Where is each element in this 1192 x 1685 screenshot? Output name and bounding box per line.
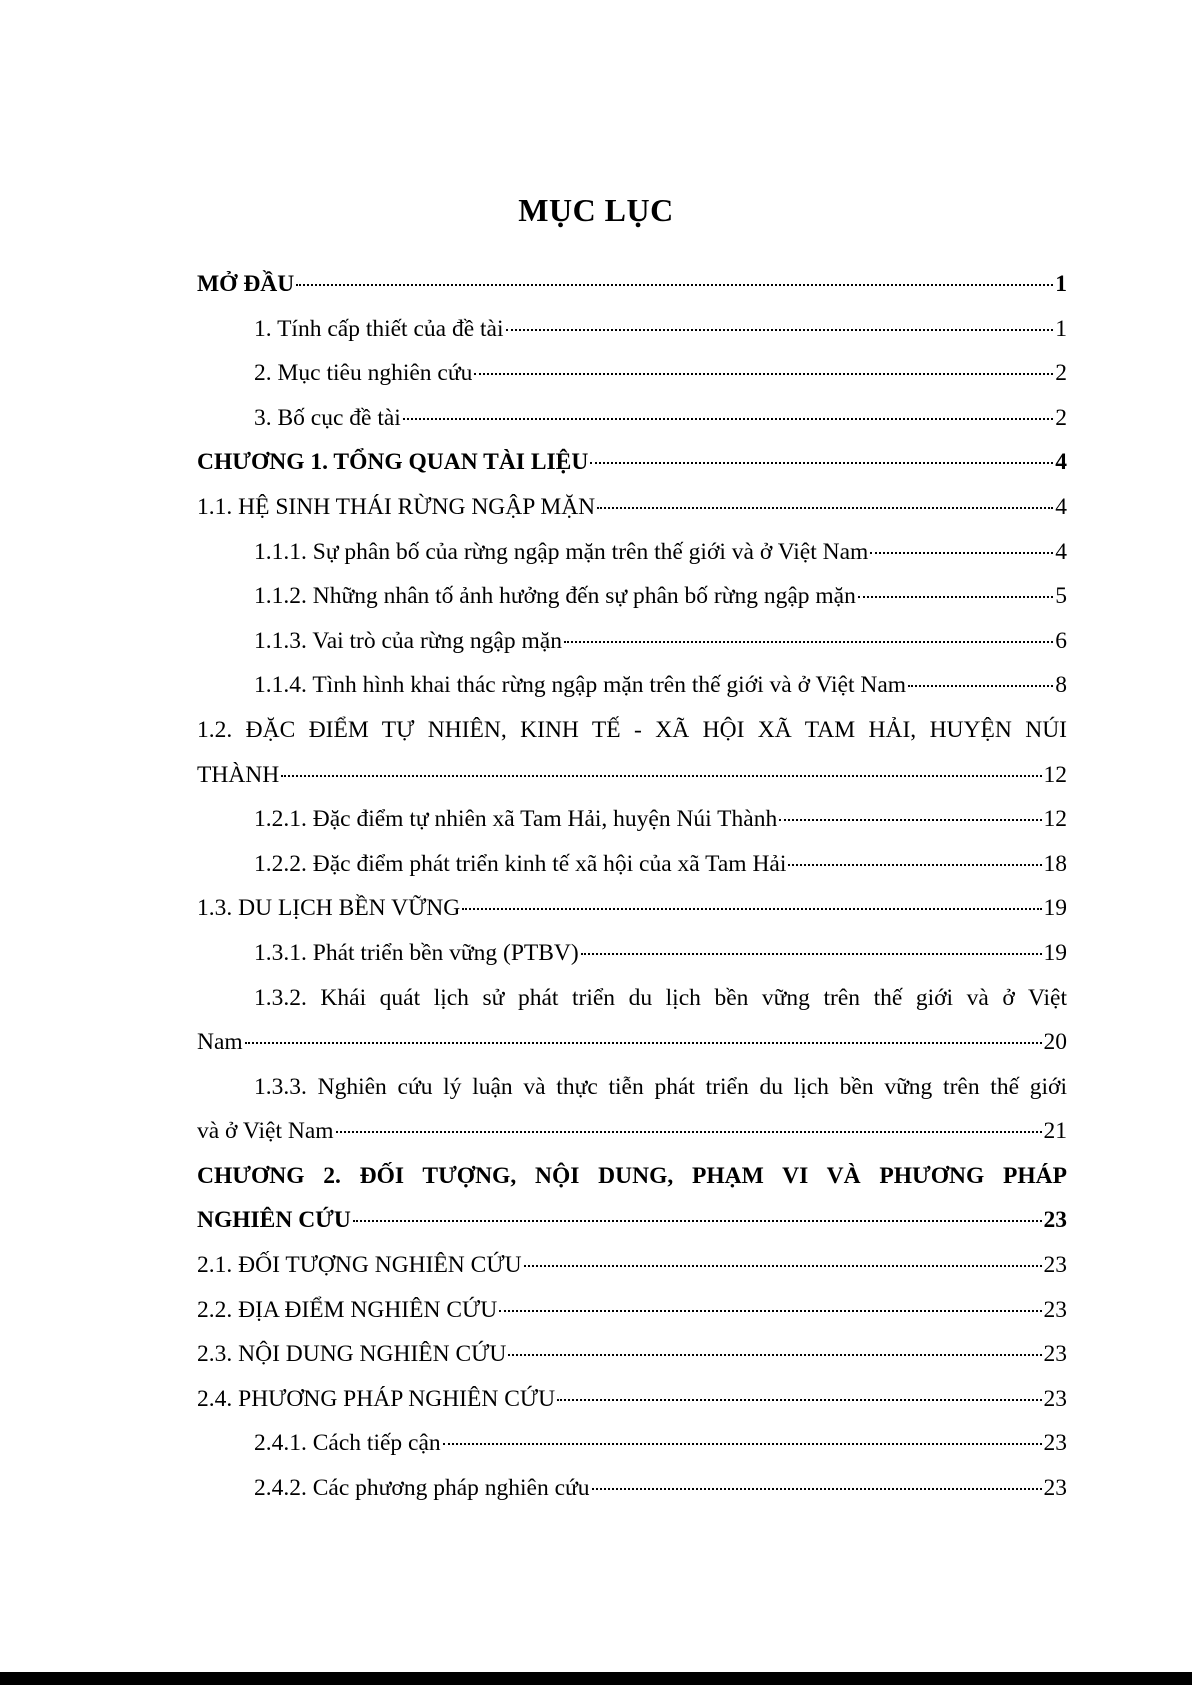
toc-entry[interactable] <box>197 1466 1067 1511</box>
dot-leader <box>597 507 1053 509</box>
toc-entry-page-number: 23 <box>1043 1252 1067 1279</box>
toc-entry-label: 1.2.2. Đặc điểm phát triển kinh tế xã hội của xã Tam Hải <box>254 850 787 877</box>
toc-entry-page-number: 4 <box>1055 493 1067 520</box>
toc-entry[interactable] <box>197 708 1067 753</box>
toc-entry[interactable] <box>197 1288 1067 1333</box>
toc-entry-page-number: 23 <box>1043 1207 1067 1234</box>
toc-entry-page-number: 4 <box>1055 449 1067 476</box>
dot-leader <box>508 1354 1041 1356</box>
toc-entry-label: MỞ ĐẦU <box>197 271 295 297</box>
dot-leader <box>908 685 1053 687</box>
toc-entry-label: 2.4. PHƯƠNG PHÁP NGHIÊN CỨU <box>197 1385 556 1412</box>
toc-entry-label: 1.3. DU LỊCH BỀN VỮNG <box>197 895 461 922</box>
dot-leader <box>788 864 1041 866</box>
dot-leader <box>499 1310 1041 1312</box>
toc-entry-label: 3. Bố cục đề tài <box>254 404 401 431</box>
toc-entry-label: 1.2. ĐẶC ĐIỂM TỰ NHIÊN, KINH TẾ - XÃ HỘI XÃ TAM HẢI, HUYỆN NÚI <box>197 716 1067 743</box>
toc-entry-page-number: 2 <box>1055 360 1067 387</box>
toc-entry-label: CHƯƠNG 1. TỔNG QUAN TÀI LIỆU <box>197 449 589 476</box>
toc-entry[interactable] <box>197 1065 1067 1110</box>
toc-entry-page-number: 5 <box>1055 583 1067 610</box>
toc-entry-label: CHƯƠNG 2. ĐỐI TƯỢNG, NỘI DUNG, PHẠM VI VÀ PHƯƠNG PHÁP <box>197 1162 1067 1189</box>
dot-leader <box>462 908 1041 910</box>
toc-entry[interactable] <box>197 663 1067 708</box>
toc-entry[interactable] <box>197 797 1067 842</box>
toc-entry-page-number: 20 <box>1043 1029 1067 1056</box>
toc-entry-page-number: 21 <box>1043 1118 1067 1145</box>
toc-entry[interactable] <box>197 262 1067 307</box>
toc-entry-label: 1.3.1. Phát triển bền vững (PTBV) <box>254 939 579 966</box>
toc-entry-page-number: 23 <box>1043 1385 1067 1412</box>
toc-entry[interactable] <box>197 1020 1067 1065</box>
dot-leader <box>474 373 1053 375</box>
toc-entry[interactable] <box>197 931 1067 976</box>
toc-entry-label: 1.2.1. Đặc điểm tự nhiên xã Tam Hải, huyện Núi Thành <box>254 806 778 833</box>
toc-entry[interactable] <box>197 574 1067 619</box>
toc-entry-label: 1.1.2. Những nhân tố ảnh hưởng đến sự phân bố rừng ngập mặn <box>254 583 856 610</box>
toc-entry-label: 2. Mục tiêu nghiên cứu <box>254 360 473 387</box>
dot-leader <box>353 1220 1042 1222</box>
toc-entry[interactable] <box>197 1377 1067 1422</box>
toc-entry-label: và ở Việt Nam <box>197 1118 334 1145</box>
toc-title: MỤC LỤC <box>518 192 674 228</box>
dot-leader <box>590 462 1053 464</box>
toc-entry[interactable] <box>197 886 1067 931</box>
dot-leader <box>506 329 1054 331</box>
dot-leader <box>870 552 1053 554</box>
dot-leader <box>524 1265 1042 1267</box>
toc-entry-label: THÀNH <box>197 761 280 788</box>
toc-entry-label: 2.3. NỘI DUNG NGHIÊN CỨU <box>197 1341 507 1368</box>
toc-entry[interactable] <box>197 351 1067 396</box>
toc-entry-page-number: 1 <box>1055 271 1067 297</box>
toc-entry[interactable] <box>197 440 1067 485</box>
toc-entry[interactable] <box>197 1109 1067 1154</box>
toc-entry[interactable] <box>197 753 1067 798</box>
dot-leader <box>592 1488 1042 1490</box>
toc-entry[interactable] <box>197 842 1067 887</box>
toc-entry-label: NGHIÊN CỨU <box>197 1207 351 1234</box>
toc-entry[interactable] <box>197 1243 1067 1288</box>
toc-entry-label: Nam <box>197 1029 243 1056</box>
toc-entry[interactable] <box>197 1154 1067 1199</box>
dot-leader <box>564 641 1053 643</box>
toc-entry-label: 2.2. ĐỊA ĐIỂM NGHIÊN CỨU <box>197 1296 498 1323</box>
toc-entry[interactable] <box>197 976 1067 1021</box>
dot-leader <box>245 1042 1042 1044</box>
dot-leader <box>557 1399 1041 1401</box>
toc-entry-page-number: 12 <box>1043 806 1067 833</box>
bottom-border <box>0 1672 1192 1685</box>
toc-entry-page-number: 4 <box>1055 538 1067 565</box>
toc-entry-label: 1.1. HỆ SINH THÁI RỪNG NGẬP MẶN <box>197 493 596 520</box>
dot-leader <box>403 418 1053 420</box>
toc-entry-page-number: 18 <box>1043 850 1067 877</box>
toc-entry-page-number: 19 <box>1043 895 1067 922</box>
dot-leader <box>443 1443 1042 1445</box>
toc-entry[interactable] <box>197 1421 1067 1466</box>
dot-leader <box>281 775 1041 777</box>
toc-entry-label: 1.1.4. Tình hình khai thác rừng ngập mặn trên thế giới và ở Việt Nam <box>254 672 907 699</box>
toc-entry-page-number: 19 <box>1043 939 1067 966</box>
dot-leader <box>581 953 1042 955</box>
toc-entry-label: 1.1.3. Vai trò của rừng ngập mặn <box>254 627 562 654</box>
toc-entry-page-number: 23 <box>1043 1341 1067 1368</box>
toc-entry[interactable] <box>197 1332 1067 1377</box>
toc-entry[interactable] <box>197 485 1067 530</box>
toc-entry[interactable] <box>197 619 1067 664</box>
dot-leader <box>336 1131 1042 1133</box>
toc-entry-label: 2.4.1. Cách tiếp cận <box>254 1430 441 1457</box>
toc-entry-page-number: 12 <box>1043 761 1067 788</box>
toc-entry-label: 1.1.1. Sự phân bố của rừng ngập mặn trên thế giới và ở Việt Nam <box>254 538 869 565</box>
toc-entry[interactable] <box>197 396 1067 441</box>
toc-entry-page-number: 6 <box>1055 627 1067 654</box>
table-of-contents <box>197 262 1067 1511</box>
toc-entry-label: 2.4.2. Các phương pháp nghiên cứu <box>254 1475 590 1502</box>
toc-entry-page-number: 8 <box>1055 672 1067 699</box>
toc-entry-label: 1.3.3. Nghiên cứu lý luận và thực tiễn phát triển du lịch bền vững trên thế giới <box>254 1073 1067 1100</box>
toc-entry-label: 2.1. ĐỐI TƯỢNG NGHIÊN CỨU <box>197 1252 522 1279</box>
toc-entry[interactable] <box>197 1198 1067 1243</box>
toc-entry-page-number: 2 <box>1055 404 1067 431</box>
toc-entry-page-number: 1 <box>1055 315 1067 342</box>
toc-entry-page-number: 23 <box>1043 1296 1067 1323</box>
toc-entry-label: 1.3.2. Khái quát lịch sử phát triển du lịch bền vững trên thế giới và ở Việt <box>254 984 1067 1011</box>
toc-entry[interactable] <box>197 530 1067 575</box>
toc-entry-page-number: 23 <box>1043 1430 1067 1457</box>
dot-leader <box>779 819 1041 821</box>
toc-entry[interactable] <box>197 307 1067 352</box>
toc-entry-label: 1. Tính cấp thiết của đề tài <box>254 315 504 342</box>
dot-leader <box>858 596 1053 598</box>
dot-leader <box>296 284 1053 286</box>
toc-entry-page-number: 23 <box>1043 1475 1067 1502</box>
